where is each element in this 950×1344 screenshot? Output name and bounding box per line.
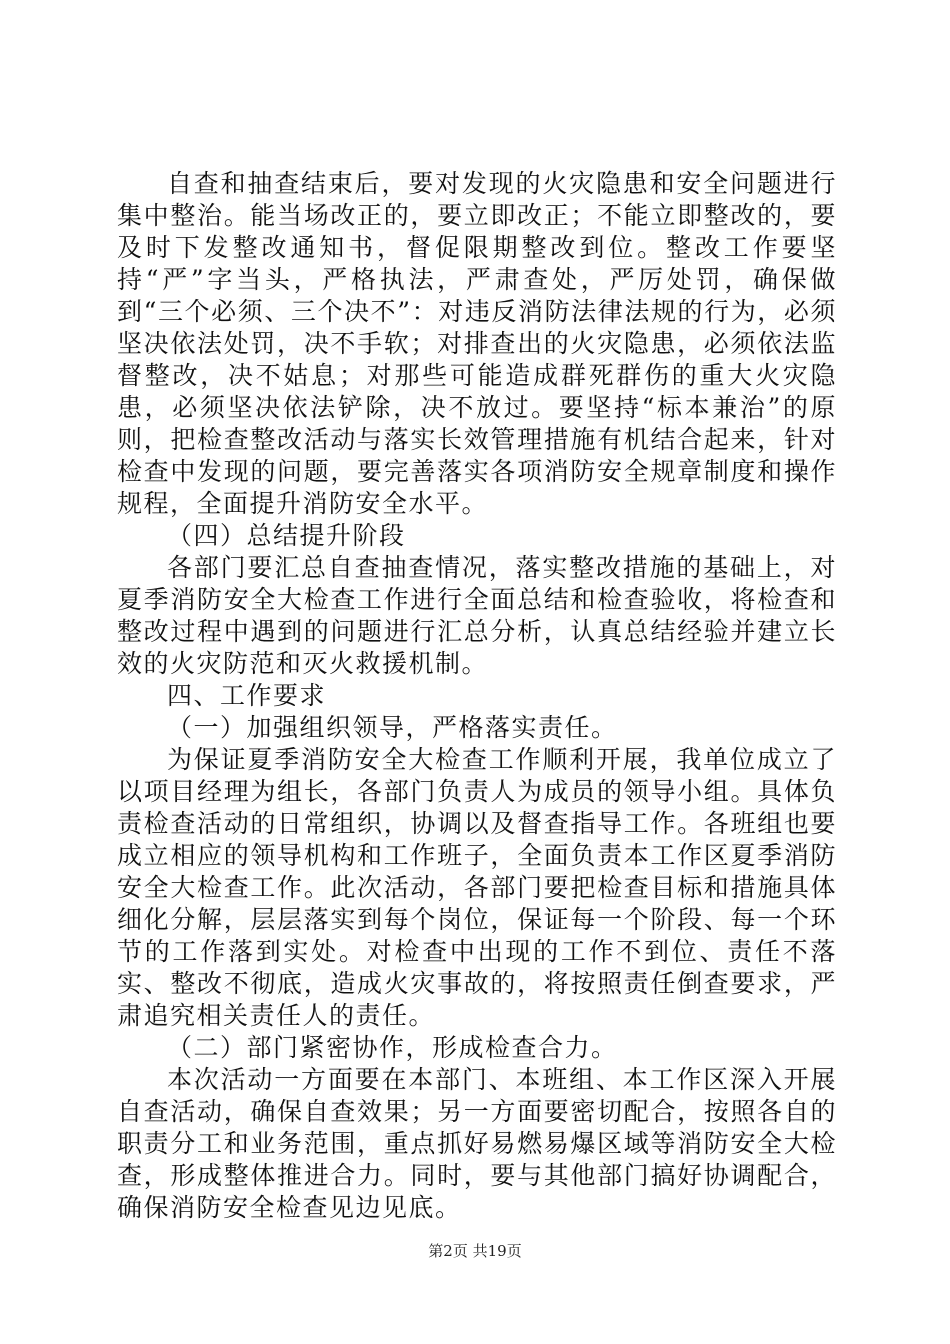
page-number-footer: 第2页 共19页 <box>428 1242 522 1260</box>
paragraph-cooperation: 本次活动一方面要在本部门、本班组、本工作区深入开展自查活动，确保自查效果；另一方面要密切配合，按照各自的职责分工和业务范围，重点抓好易燃易爆区域等消防安全大检查，形成整体推进合力。同时，要与其他部门搞好协调配合，确保消防安全检查见边见底。 <box>117 1065 837 1222</box>
heading-summary-stage: （四）总结提升阶段 <box>167 521 406 550</box>
paragraph-summary: 各部门要汇总自查抽查情况，落实整改措施的基础上，对夏季消防安全大检查工作进行全面总结和检查验收，将检查和整改过程中遇到的问题进行汇总分析，认真总结经验并建立长效的火灾防范和灭火救援机制。 <box>117 553 837 678</box>
paragraph-rectification: 自查和抽查结束后，要对发现的火灾隐患和安全问题进行集中整治。能当场改正的，要立即改正；不能立即整改的，要及时下发整改通知书，督促限期整改到位。整改工作要坚持“严”字当头，严格执法，严肃查处，严厉处罚，确保做到“三个必须、三个决不”：对违反消防法律法规的行为，必须坚决依法处罚，决不手软；对排查出的火灾隐患，必须依法监督整改，决不姑息；对那些可能造成群死群伤的重大火灾隐患，必须坚决依法铲除，决不放过。要坚持“标本兼治”的原则，把检查整改活动与落实长效管理措施有机结合起来，针对检查中发现的问题，要完善落实各项消防安全规章制度和操作规程，全面提升消防安全水平。 <box>117 169 837 518</box>
heading-work-requirements: 四、工作要求 <box>167 681 327 710</box>
document-body <box>117 168 837 1224</box>
paragraph-leadership: 为保证夏季消防安全大检查工作顺利开展，我单位成立了以项目经理为组长，各部门负责人为成员的领导小组。具体负责检查活动的日常组织，协调以及督查指导工作。各班组也要成立相应的领导机构和工作班子，全面负责本工作区夏季消防安全大检查工作。此次活动，各部门要把检查目标和措施具体细化分解，层层落实到每个岗位，保证每一个阶段、每一个环节的工作落到实处。对检查中出现的工作不到位、责任不落实、整改不彻底，造成火灾事故的，将按照责任倒查要求，严肃追究相关责任人的责任。 <box>117 745 837 1030</box>
heading-cooperation: （二）部门紧密协作，形成检查合力。 <box>167 1033 618 1062</box>
heading-leadership: （一）加强组织领导，严格落实责任。 <box>167 713 618 742</box>
